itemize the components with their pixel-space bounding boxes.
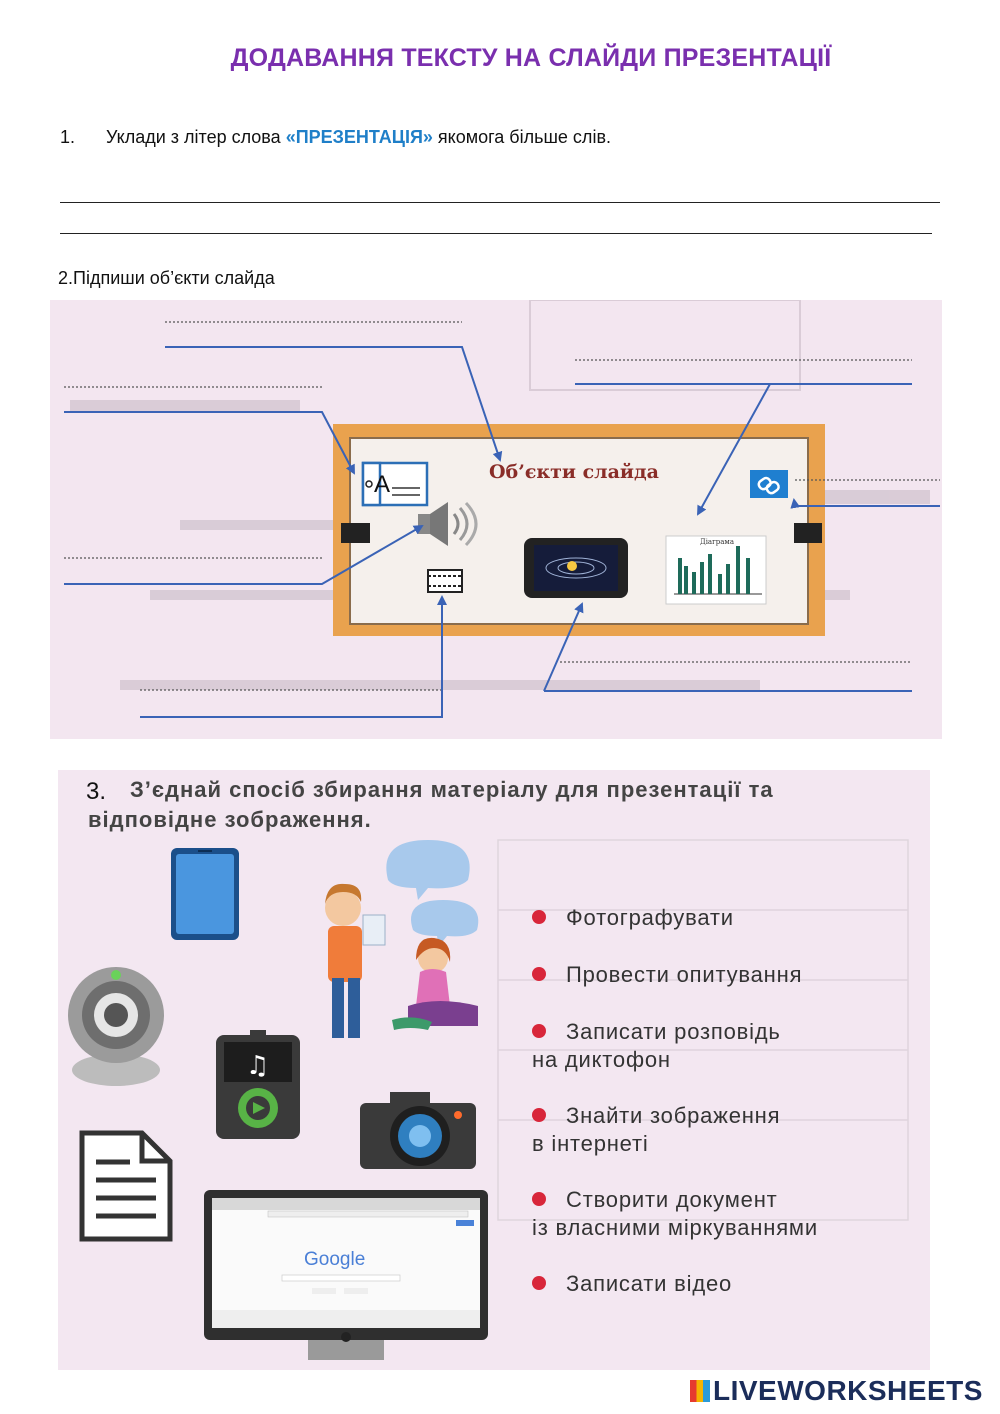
slide-title-label: Об’єкти слайда [489,461,659,483]
bullet-icon [532,1192,546,1206]
bullet-icon [532,967,546,981]
liveworksheets-logo: LIVEWORKSHEETS [690,1375,983,1407]
slide-objects-panel [50,300,942,739]
webcam-icon [68,967,164,1086]
task3-figure [58,770,930,1370]
task3-number: 3. [86,778,107,805]
task3-panel [58,770,930,1370]
option-record-story[interactable]: Записати розповідь на диктофон [532,1019,781,1072]
camera-icon [360,1092,476,1169]
task1-answer-line-2[interactable] [60,233,932,234]
chart-label: Діаграма [700,538,735,546]
task3-prompt [88,775,938,835]
hyperlink-icon [750,470,788,498]
bar-chart-icon [666,536,766,604]
bullet-icon [532,910,546,924]
task3-prompt-line1: З’єднай спосіб збирання матеріалу для презентації та [130,777,774,802]
logo-icon [690,1380,710,1402]
google-logo-text: Google [304,1249,366,1270]
bullet-icon [532,1276,546,1290]
page-title: ДОДАВАННЯ ТЕКСТУ НА СЛАЙДИ ПРЕЗЕНТАЦІЇ [230,44,832,72]
task1-keyword: «ПРЕЗЕНТАЦІЯ» [285,127,433,147]
task1-text-after: якомога більше слів. [432,127,612,147]
svg-text:♫: ♫ [246,1051,270,1081]
task1-number: 1. [60,127,76,147]
option-create-document[interactable]: Створити документ із власними міркуваннями [532,1187,818,1240]
option-survey[interactable]: Провести опитування [532,961,802,989]
text-box-icon [363,463,427,505]
bullet-icon [532,1108,546,1122]
music-player-icon [216,1030,300,1139]
kids-illustration [325,840,478,1038]
option-photograph[interactable]: Фотографувати [532,904,734,932]
slide-objects-figure [50,300,942,739]
tablet-space-image [524,538,628,598]
text-box-letter: A [374,471,391,498]
smartphone-icon [171,848,239,940]
task2-prompt: 2.Підпиши об’єкти слайда [58,268,275,288]
option-record-video[interactable]: Записати відео [532,1270,732,1298]
monitor-icon [204,1190,488,1360]
task3-prompt-line2: відповідне зображення. [88,807,372,832]
bullet-icon [532,1024,546,1038]
option-find-images[interactable]: Знайти зображення в інтернеті [532,1103,781,1156]
task1-answer-line-1[interactable] [60,202,940,203]
video-frame-icon [428,570,462,592]
task1-prompt [60,127,611,148]
document-icon [82,1133,170,1239]
task1-text-before: Уклади з літер слова [106,127,286,147]
